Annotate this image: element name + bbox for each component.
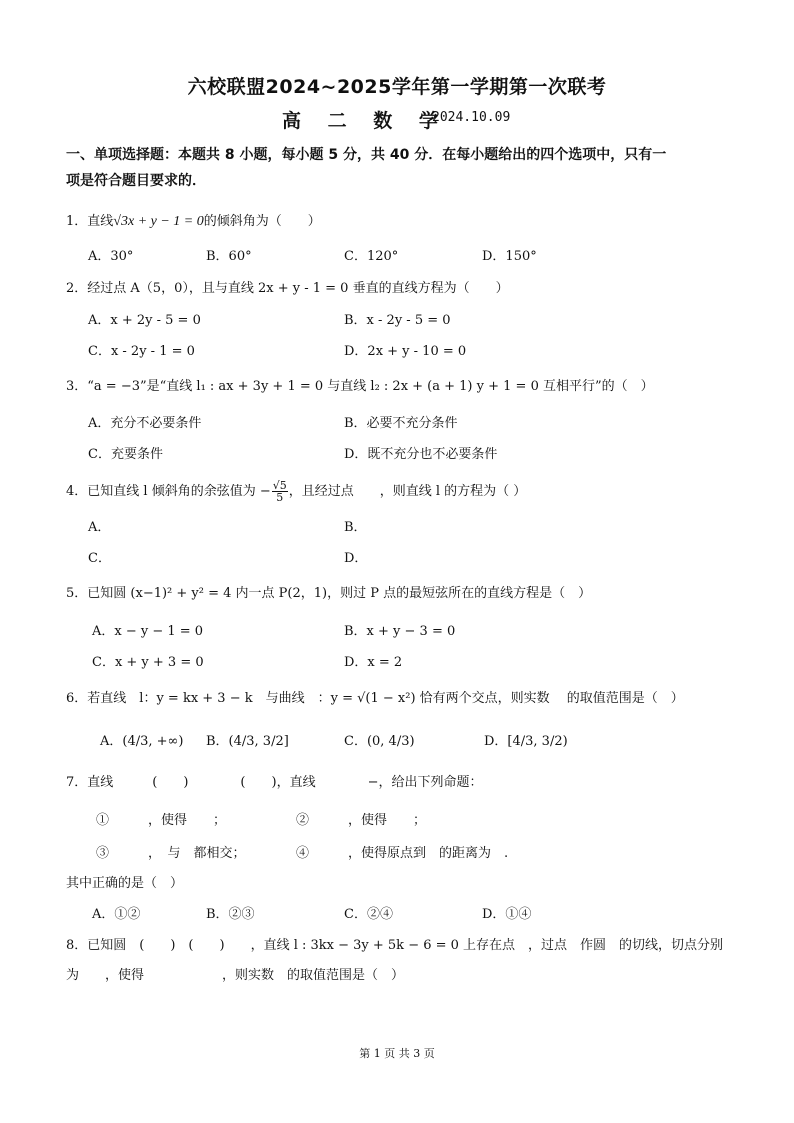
- proposition-2: ② ，使得 ；: [296, 813, 427, 828]
- option-a: A．①②: [92, 907, 141, 922]
- question-number: 4．: [66, 484, 88, 499]
- option-a: A．x − y − 1 = 0: [92, 624, 204, 639]
- page-footer: 第 1 页 共 3 页: [359, 1047, 435, 1060]
- fraction: [272, 480, 288, 503]
- question-6: [66, 690, 684, 708]
- equation: √3x + y − 1 = 0: [113, 214, 204, 229]
- question-2: [66, 280, 509, 298]
- option-b: B．必要不充分条件: [344, 416, 458, 431]
- option-d: D．既不充分也不必要条件: [344, 447, 498, 462]
- option-b: B．x + y − 3 = 0: [344, 624, 456, 639]
- question-number: 5．: [66, 586, 88, 601]
- section-heading: [66, 142, 738, 194]
- question-1: [66, 213, 321, 231]
- question-8: [66, 937, 723, 955]
- option-b: B．: [344, 520, 367, 535]
- question-5: [66, 585, 591, 603]
- option-d: D．: [344, 551, 368, 566]
- question-text: 直线 ( ) ( )，直线 −，给出下列命题：: [87, 775, 483, 790]
- question-8-continued: 为 ，使得 ，则实数 的取值范围是（ ）: [66, 968, 405, 983]
- question-number: 7．: [66, 775, 88, 790]
- question-text: 的倾斜角为（ ）: [203, 214, 321, 229]
- option-b: B．②③: [206, 907, 255, 922]
- subject-title: 高 二 数 学: [282, 110, 448, 132]
- proposition-4: ④ ，使得原点到 的距离为 .: [296, 846, 509, 861]
- option-a: A．x + 2y - 5 = 0: [88, 313, 201, 328]
- option-d: D．x = 2: [344, 655, 403, 670]
- option-b: B．x - 2y - 5 = 0: [344, 313, 451, 328]
- option-c: C．x - 2y - 1 = 0: [88, 344, 195, 359]
- question-4: [66, 480, 526, 503]
- question-number: 1．: [66, 214, 88, 229]
- question-7: [66, 774, 482, 792]
- question-number: 8．: [66, 938, 88, 953]
- question-text: 若直线 l：y = kx + 3 − k 与曲线 ：y = √(1 − x²) 恰有两个交点，则实数 的取值范围是（ ）: [87, 691, 684, 706]
- exam-title: 六校联盟2024~2025学年第一学期第一次联考: [187, 76, 607, 98]
- proposition-1: ① ，使得 ；: [96, 813, 227, 828]
- option-c: C．120°: [344, 249, 399, 264]
- proposition-3: ③ ， 与 都相交；: [96, 846, 246, 861]
- option-b: B．60°: [206, 249, 252, 264]
- option-c: C．(0, 4/3): [344, 734, 415, 749]
- question-3: [66, 378, 654, 396]
- option-c: C．x + y + 3 = 0: [92, 655, 204, 670]
- option-c: C．: [88, 551, 111, 566]
- question-text: 经过点 A（5，0），且与直线 2x + y - 1 = 0 垂直的直线方程为（ ）: [87, 281, 509, 296]
- option-d: D．①④: [482, 907, 532, 922]
- section-heading-line1: 一、单项选择题：本题共 8 小题，每小题 5 分，共 40 分．在每小题给出的四个选项中，只有一: [66, 147, 667, 163]
- option-a: A．30°: [88, 249, 134, 264]
- question-text: ，且经过点 ，则直线 l 的方程为（ ）: [288, 484, 527, 499]
- question-text: 已知直线 l 倾斜角的余弦值为 −: [87, 484, 271, 499]
- question-text: “a = −3”是“直线 l₁ : ax + 3y + 1 = 0 与直线 l₂ : 2x + (a + 1) y + 1 = 0 互相平行”的（ ）: [87, 379, 654, 394]
- question-number: 3．: [66, 379, 88, 394]
- exam-date: 2024.10.09: [432, 110, 511, 125]
- option-d: D．150°: [482, 249, 537, 264]
- option-c: C．②④: [344, 907, 393, 922]
- option-b: B．(4/3, 3/2]: [206, 734, 289, 749]
- section-heading-line2: 项是符合题目要求的．: [66, 173, 206, 189]
- question-number: 2．: [66, 281, 88, 296]
- question-text: 直线: [87, 214, 114, 229]
- option-c: C．充要条件: [88, 447, 163, 462]
- question-text: 已知圆 ( ) ( ) ，直线 l : 3kx − 3y + 5k − 6 = 0 上存在点 ，过点 作圆 的切线，切点分别: [87, 938, 724, 953]
- option-d: D．2x + y - 10 = 0: [344, 344, 467, 359]
- option-d: D．[4/3, 3/2): [484, 734, 568, 749]
- option-a: A．(4/3, +∞): [100, 734, 184, 749]
- question-text: 已知圆 (x−1)² + y² = 4 内一点 P(2，1)，则过 P 点的最短弦所在的直线方程是（ ）: [87, 586, 592, 601]
- fraction-denominator: 5: [276, 491, 284, 504]
- question-prompt: 其中正确的是（ ）: [66, 876, 184, 891]
- option-a: A．: [88, 520, 111, 535]
- question-number: 6．: [66, 691, 88, 706]
- option-a: A．充分不必要条件: [88, 416, 202, 431]
- fraction-numerator: √5: [272, 479, 287, 492]
